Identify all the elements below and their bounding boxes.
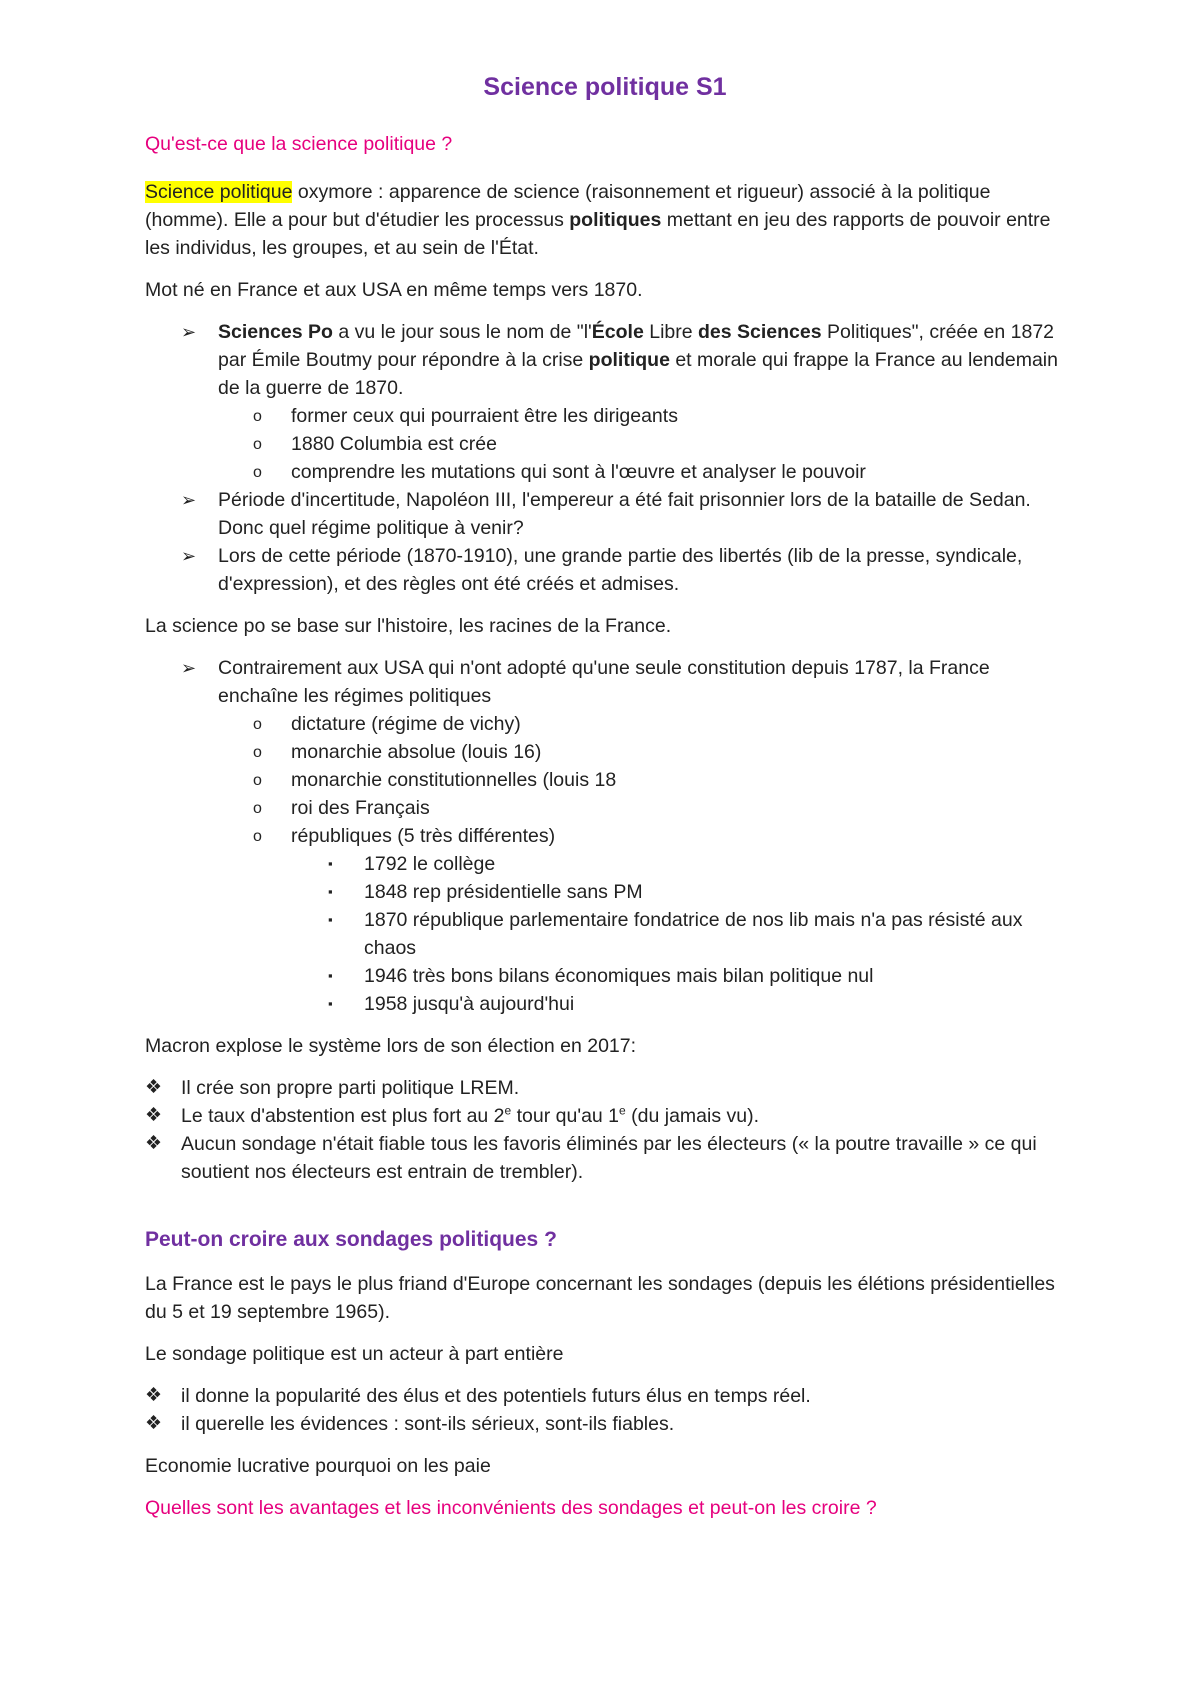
list-item: o monarchie absolue (louis 16) [145,738,1065,766]
question-heading-1: Qu'est-ce que la science politique ? [145,133,453,155]
list-item: o 1880 Columbia est crée [145,430,1065,458]
list-item: o comprendre les mutations qui sont à l'œuvre et analyser le pouvoir [145,458,1065,486]
list-item: ❖ Il crée son propre parti politique LREM. [145,1074,1065,1102]
paragraph-economie: Economie lucrative pourquoi on les paie [145,1455,491,1477]
intro-paragraph: Science politique oxymore : apparence de science (raisonnement et rigueur) associé à la politique (homme). Elle a pour but d'étudier les processus politiques mettant en jeu des rapports de pouvoir entre les individus, les groupes, et au sein de l'État. [145,181,1051,259]
list-item: ➢ Sciences Po a vu le jour sous le nom de "l'École Libre des Sciences Politiques", créée en 1872 par Émile Boutmy pour répondre à la crise politique et morale qui frappe la France au lendemain de la guerre de 1870. o former ceux qui pourraient être les dirigeants o 1880 Columbia est crée o comprendre les mutations qui sont à l'œuvre et analyser le pouvoir [145,318,1065,486]
circle-bullet-icon: o [253,744,262,761]
arrow-bullet-icon: ➢ [181,322,197,342]
square-bullet-icon: ▪ [328,912,333,927]
list-item: o dictature (régime de vichy) [145,710,1065,738]
paragraph-origin: Mot né en France et aux USA en même temps vers 1870. [145,279,643,301]
diamond-list-macron [145,1074,1065,1186]
list-item: ▪ 1870 république parlementaire fondatrice de nos lib mais n'a pas résisté aux chaos [145,906,1065,962]
circle-bullet-icon: o [253,800,262,817]
diamond-bullet-icon: ❖ [145,1133,163,1154]
paragraph-macron: Macron explose le système lors de son élection en 2017: [145,1035,637,1057]
diamond-bullet-icon: ❖ [145,1105,163,1126]
paragraph-acteur: Le sondage politique est un acteur à part entière [145,1343,564,1365]
circle-bullet-icon: o [253,772,262,789]
sub-list [218,710,1065,1018]
highlighted-term: Science politique [145,181,293,203]
arrow-bullet-icon: ➢ [181,546,197,566]
list-item: ▪ 1958 jusqu'à aujourd'hui [145,990,1065,1018]
list-item: ➢ Contrairement aux USA qui n'ont adopté qu'une seule constitution depuis 1787, la France enchaîne les régimes politiques o dictature (régime de vichy) o monarchie absolue (louis 16) o monarchie constitutionnelles (louis 18 o roi des Français o républiques (5 très différentes) ▪ 1792 le collège ▪ 1848 rep présidentielle sans PM ▪ 1870 république parlementaire fondatrice de nos lib mais n'a pas résisté aux chaos ▪ 1946 très bons bilans économiques mais bilan politique nul ▪ 1958 jusqu'à aujourd'hui [145,654,1065,1018]
paragraph-history: La science po se base sur l'histoire, les racines de la France. [145,615,672,637]
list-item: ▪ 1946 très bons bilans économiques mais bilan politique nul [145,962,1065,990]
sub-sub-list [291,850,1065,1018]
list-item: ❖ Aucun sondage n'était fiable tous les favoris éliminés par les électeurs (« la poutre travaille » ce qui soutient nos électeurs est entrain de trembler). [145,1130,1065,1186]
arrow-list-1 [145,318,1065,598]
section-heading-sondages: Peut-on croire aux sondages politiques ? [145,1228,557,1251]
diamond-bullet-icon: ❖ [145,1413,163,1434]
circle-bullet-icon: o [253,828,262,845]
square-bullet-icon: ▪ [328,996,333,1011]
circle-bullet-icon: o [253,436,262,453]
list-item: ❖ Le taux d'abstention est plus fort au 2e tour qu'au 1e (du jamais vu). [145,1102,1065,1130]
list-item: o monarchie constitutionnelles (louis 18 [145,766,1065,794]
list-item: ❖ il querelle les évidences : sont-ils sérieux, sont-ils fiables. [145,1410,1065,1438]
list-item: ➢ Lors de cette période (1870-1910), une grande partie des libertés (lib de la presse, syndicale, d'expression), et des règles ont été créés et admises. [145,542,1065,598]
list-item: o roi des Français [145,794,1065,822]
arrow-list-2 [145,654,1065,1018]
sub-list [218,402,1065,486]
list-item: ▪ 1848 rep présidentielle sans PM [145,878,1065,906]
list-item: ➢ Période d'incertitude, Napoléon III, l'empereur a été fait prisonnier lors de la bataille de Sedan. Donc quel régime politique à venir? [145,486,1065,542]
circle-bullet-icon: o [253,408,262,425]
diamond-bullet-icon: ❖ [145,1077,163,1098]
square-bullet-icon: ▪ [328,884,333,899]
paragraph-france-sondages: La France est le pays le plus friand d'Europe concernant les sondages (depuis les élétions présidentielles du 5 et 19 septembre 1965). [145,1273,1055,1323]
list-item: o former ceux qui pourraient être les dirigeants [145,402,1065,430]
arrow-bullet-icon: ➢ [181,490,197,510]
list-item: ▪ 1792 le collège [145,850,1065,878]
list-item: o républiques (5 très différentes) ▪ 1792 le collège ▪ 1848 rep présidentielle sans PM ▪ 1870 république parlementaire fondatrice de nos lib mais n'a pas résisté aux chaos ▪ 1946 très bons bilans économiques mais bilan politique nul ▪ 1958 jusqu'à aujourd'hui [145,822,1065,1018]
circle-bullet-icon: o [253,716,262,733]
document-page [145,70,1065,1542]
list-item: ❖ il donne la popularité des élus et des potentiels futurs élus en temps réel. [145,1382,1065,1410]
square-bullet-icon: ▪ [328,856,333,871]
question-heading-2: Quelles sont les avantages et les inconvénients des sondages et peut-on les croire ? [145,1497,877,1519]
circle-bullet-icon: o [253,464,262,481]
diamond-list-sondages [145,1382,1065,1438]
diamond-bullet-icon: ❖ [145,1385,163,1406]
document-title: Science politique S1 [483,73,727,101]
arrow-bullet-icon: ➢ [181,658,197,678]
square-bullet-icon: ▪ [328,968,333,983]
